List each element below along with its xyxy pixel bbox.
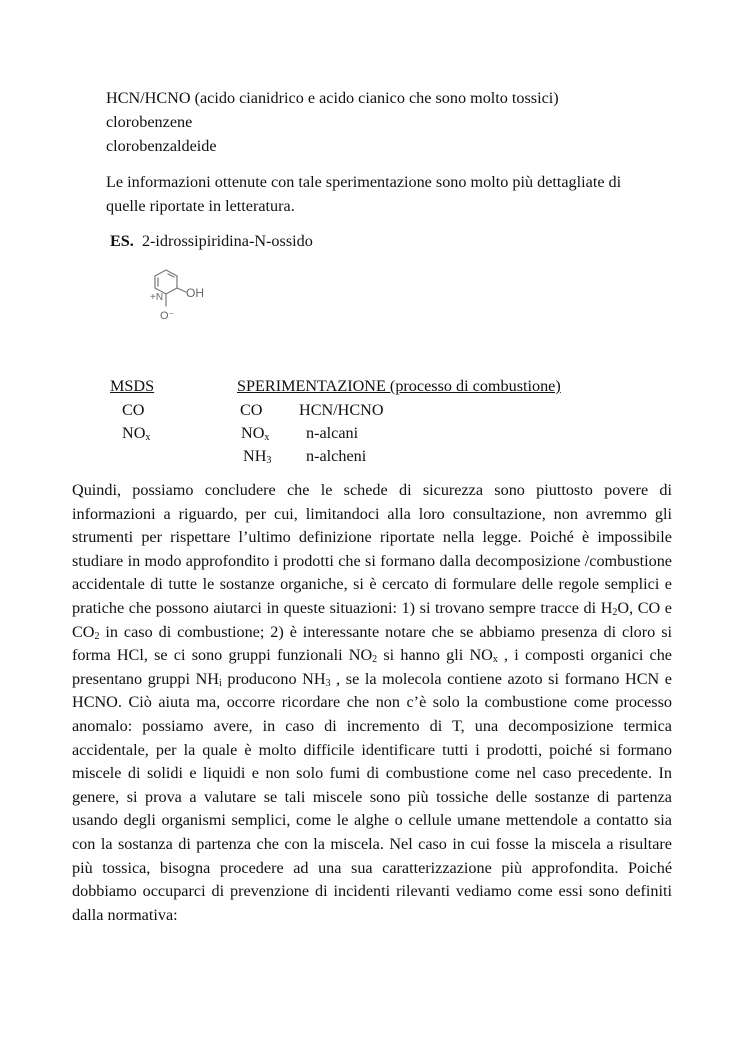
o-minus-label: O⁻ xyxy=(160,310,175,322)
header-sperimentazione: SPERIMENTAZIONE (processo di combustione) xyxy=(237,377,561,395)
msds-row-1: CO xyxy=(122,401,145,419)
n-plus-label: +N xyxy=(150,292,164,303)
exp-row-3-extra: n-alcheni xyxy=(306,447,367,465)
main-paragraph: Quindi, possiamo concludere che le schede di sicurezza sono piuttosto povere di informazioni a riguardo, per cui, limitandoci alla loro consultazione, non avremmo gli strumenti per rispettare l’ultimo definizione riportate nella legge. Poiché è impossibile studiare in modo approfondito i prodotti che si formano dalla decomposizione /combustione accidentale di tutte le sostanze organiche, si è cercato di formulare delle regole semplici e pratiche che possono aiutarci in queste situazioni: 1) si trovano sempre tracce di $H_2O$, CO e $CO_2$ in caso di combustione; 2) è interessante notare che se abbiamo presenza di cloro si forma HCl, se ci sono gruppi funzionali $NO_2$ si hanno gli $NO_x$ , i composti organici che presentano gruppi $NH_i$ producono $NH_3$ , se la molecola contiene azoto si formano HCN e HCNO. Ciò aiuta ma, occorre ricordare che non c’è solo la combustione come processo anomalo: possiamo avere, in caso di incremento di T, una decomposizione termica accidentale, per la quale è molto difficile identificare tutti i prodotti, poiché si formano miscele di solidi e liquidi e non solo fumi di combustione come nel caso precedente. In genere, si prova a valutare se tali miscele sono più tossiche delle sostanze di partenza usando degli organismi semplici, come le alghe o cellule umane mettendole a contatto sia con la sostanza di partenza che con la miscela. Nel caso in cui fosse la miscela a risultare più tossica, bisogna procedere ad una sua caratterizzazione più approfondita. Poiché dobbiamo occuparci di prevenzione di incidenti rilevanti vediamo come essi sono definiti dalla normativa: xyxy=(72,481,672,924)
exp-row-3: $NH_3$ xyxy=(243,447,272,466)
exp-row-2: $NO_x$ xyxy=(241,424,270,443)
molecule-structure-drawing xyxy=(146,264,226,326)
oh-bond xyxy=(177,288,186,292)
exp-row-2-extra: n-alcani xyxy=(306,424,359,442)
example-label: ES. xyxy=(110,232,134,250)
info-line-1: Le informazioni ottenute con tale sperimentazione sono molto più dettagliate di xyxy=(106,173,622,191)
info-line-2: quelle riportate in letteratura. xyxy=(106,197,295,215)
exp-row-1: CO xyxy=(240,401,263,419)
header-msds: MSDS xyxy=(110,377,155,395)
exp-row-1-extra: HCN/HCNO xyxy=(299,401,384,419)
oh-label: OH xyxy=(186,286,204,300)
example-heading xyxy=(110,231,313,251)
intro-line-2: clorobenzene xyxy=(106,113,193,131)
msds-row-2: $NO_x$ xyxy=(122,424,151,443)
intro-line-1: HCN/HCNO (acido cianidrico e acido cianico che sono molto tossici) xyxy=(106,89,559,107)
example-compound: 2-idrossipiridina-N-ossido xyxy=(141,232,313,250)
intro-line-3: clorobenzaldeide xyxy=(106,137,217,155)
ring-double-bonds xyxy=(158,274,174,286)
